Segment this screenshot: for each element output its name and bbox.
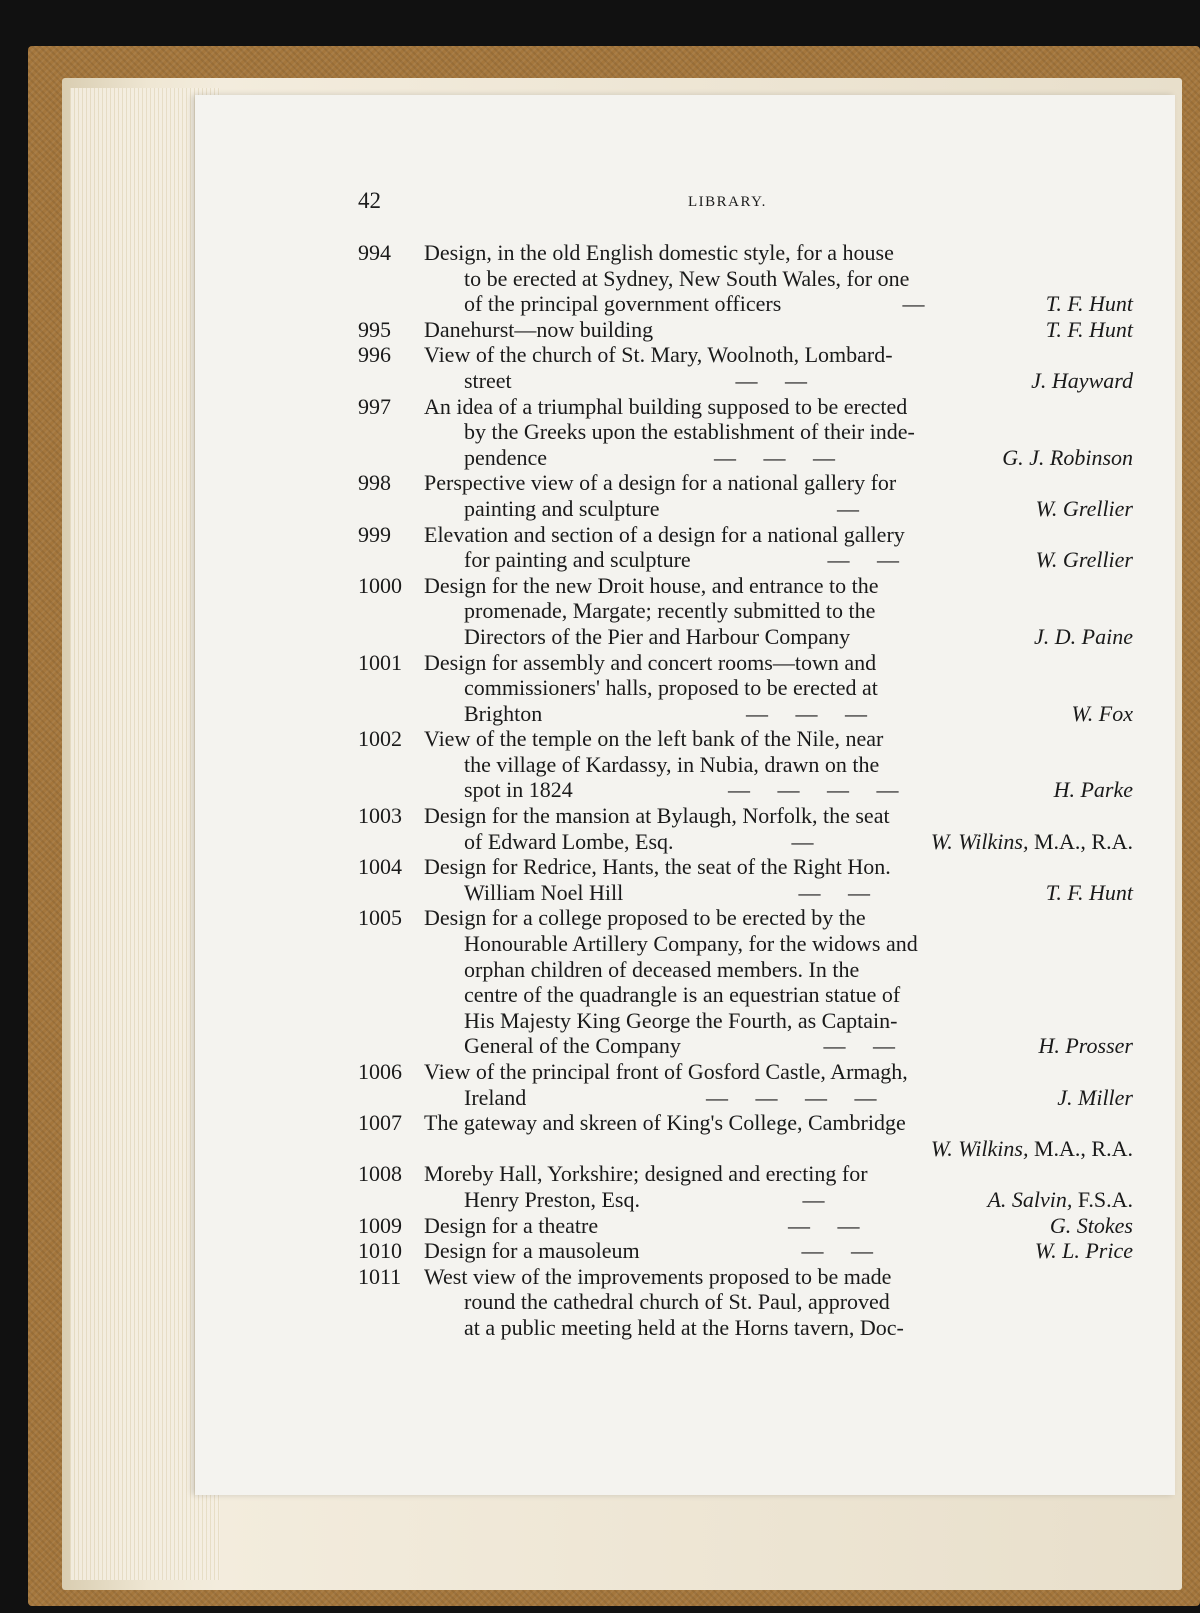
entry-line xyxy=(358,777,1133,803)
entry-line xyxy=(358,470,1133,496)
entry-text: Directors of the Pier and Harbour Company xyxy=(464,623,851,649)
entry-line xyxy=(358,1315,1133,1341)
entry-text: to be erected at Sydney, New South Wales, for one xyxy=(464,265,910,291)
entry-number: 1005 xyxy=(358,905,402,931)
entry-author xyxy=(987,1187,1133,1213)
entry-line xyxy=(358,957,1133,983)
entry-line xyxy=(358,317,1133,343)
author-name: W. Fox xyxy=(1071,700,1133,726)
entry-line xyxy=(358,982,1133,1008)
author-degrees: F.S.A. xyxy=(1072,1186,1133,1212)
entry-line xyxy=(358,368,1133,394)
entry-text: orphan children of deceased members. In the xyxy=(464,956,860,982)
entry-author xyxy=(1057,1085,1133,1111)
entry-text: Elevation and section of a design for a national gallery xyxy=(424,521,905,547)
entry-number: 1011 xyxy=(358,1263,402,1289)
page-number: 42 xyxy=(358,188,381,213)
author-degrees: M.A., R.A. xyxy=(1028,1135,1133,1161)
entry-line xyxy=(358,291,1133,317)
catalogue-entry xyxy=(358,317,1133,343)
author-name: J. Hayward xyxy=(1031,367,1133,393)
entry-line xyxy=(358,266,1133,292)
entry-text: street xyxy=(464,367,512,393)
entry-author xyxy=(1071,701,1133,727)
entry-number: 1000 xyxy=(358,572,402,598)
author-degrees: M.A., R.A. xyxy=(1028,828,1133,854)
entry-text: by the Greeks upon the establishment of their inde- xyxy=(464,419,915,445)
leader-dashes: — xyxy=(791,828,814,854)
entry-author xyxy=(931,829,1133,855)
author-name: J. D. Paine xyxy=(1034,623,1133,649)
leader-dashes: — — xyxy=(823,1033,895,1059)
entry-text: His Majesty King George the Fourth, as Captain- xyxy=(464,1007,898,1033)
catalogue-entry xyxy=(358,1213,1133,1239)
author-name: W. Wilkins, xyxy=(930,828,1029,854)
author-name: W. Wilkins, xyxy=(930,1135,1029,1161)
entry-author xyxy=(1046,880,1133,906)
entry-text: commissioners' halls, proposed to be erected at xyxy=(464,675,878,701)
entry-number: 1002 xyxy=(358,726,402,752)
entry-text: Design for the mansion at Bylaugh, Norfolk, the seat xyxy=(424,803,890,829)
catalogue-entry xyxy=(358,1110,1133,1161)
entry-text: West view of the improvements proposed to be made xyxy=(424,1263,892,1289)
entry-text: Perspective view of a design for a national gallery for xyxy=(424,470,897,496)
author-name: T. F. Hunt xyxy=(1045,316,1133,342)
entry-number: 1006 xyxy=(358,1059,402,1084)
entry-text: for painting and sculpture xyxy=(464,547,691,573)
catalogue-entry xyxy=(358,650,1133,727)
catalogue-entry xyxy=(358,240,1133,317)
entry-line xyxy=(358,701,1133,727)
entry-number: 1009 xyxy=(358,1212,402,1238)
running-title: LIBRARY. xyxy=(688,194,767,210)
entry-text: View of the church of St. Mary, Woolnoth, Lombard- xyxy=(424,342,893,368)
author-name: T. F. Hunt xyxy=(1045,291,1133,317)
entry-text: William Noel Hill xyxy=(464,879,624,905)
catalogue-entry xyxy=(358,1059,1133,1110)
entry-line xyxy=(358,880,1133,906)
entry-line xyxy=(358,394,1133,420)
entry-number: 999 xyxy=(358,521,391,547)
entry-line xyxy=(358,445,1133,471)
entry-author xyxy=(1031,368,1133,394)
entry-line xyxy=(358,829,1133,855)
entry-text: spot in 1824 xyxy=(464,777,573,803)
entry-author xyxy=(1046,291,1133,317)
entry-author xyxy=(1035,1238,1133,1264)
entry-author xyxy=(1050,1213,1133,1239)
entry-text: Design for Redrice, Hants, the seat of the Right Hon. xyxy=(424,854,891,880)
entry-text: promenade, Margate; recently submitted to the xyxy=(464,598,876,624)
catalogue-entry xyxy=(358,726,1133,803)
entry-number: 1003 xyxy=(358,803,402,829)
entry-line xyxy=(358,726,1133,752)
entry-text: General of the Company xyxy=(464,1033,681,1059)
leader-dashes: — — xyxy=(735,367,807,393)
entry-number: 995 xyxy=(358,316,391,342)
catalogue-entry xyxy=(358,854,1133,905)
entry-text: round the cathedral church of St. Paul, approved xyxy=(464,1289,890,1315)
entry-text: centre of the quadrangle is an equestrian statue of xyxy=(464,982,901,1008)
entry-author xyxy=(1038,1033,1133,1059)
entry-text: Brighton xyxy=(464,700,543,726)
entry-text: Henry Preston, Esq. xyxy=(464,1186,640,1212)
leader-dashes: — xyxy=(837,495,859,521)
entry-text: Design for assembly and concert rooms—town and xyxy=(424,649,877,675)
entry-number: 997 xyxy=(358,393,391,419)
entry-number: 1010 xyxy=(358,1238,402,1264)
entry-line xyxy=(358,650,1133,676)
entry-text: Design for a college proposed to be erected by the xyxy=(424,905,866,931)
entry-line xyxy=(358,1161,1133,1187)
catalogue-entry xyxy=(358,394,1133,471)
entry-line xyxy=(358,1008,1133,1034)
entry-line xyxy=(358,547,1133,573)
entry-line xyxy=(358,496,1133,522)
leader-dashes: — xyxy=(802,1186,825,1212)
entry-text: Design for the new Droit house, and entrance to the xyxy=(424,572,879,598)
entry-number: 1007 xyxy=(358,1110,402,1136)
entry-line xyxy=(358,1264,1133,1290)
author-name: T. F. Hunt xyxy=(1045,879,1133,905)
entry-line xyxy=(358,342,1133,368)
entry-author xyxy=(1034,624,1133,650)
entry-line xyxy=(358,1187,1133,1213)
catalogue-entry xyxy=(358,1264,1133,1341)
entry-line xyxy=(358,624,1133,650)
entry-text: The gateway and skreen of King's College, Cambridge xyxy=(424,1110,906,1136)
author-name: H. Parke xyxy=(1053,777,1133,803)
entry-line xyxy=(358,752,1133,778)
author-name: G. J. Robinson xyxy=(1002,444,1133,470)
entry-text: Ireland xyxy=(464,1084,527,1110)
author-name: J. Miller xyxy=(1057,1084,1133,1110)
entry-line xyxy=(358,1213,1133,1239)
entry-number: 1008 xyxy=(358,1161,402,1187)
entry-line xyxy=(358,1110,1133,1136)
entry-line xyxy=(358,522,1133,548)
leader-dashes: — — xyxy=(801,1238,873,1264)
catalogue-entry xyxy=(358,573,1133,650)
entry-line xyxy=(358,1033,1133,1059)
entry-text: of Edward Lombe, Esq. xyxy=(464,828,674,854)
entry-text: at a public meeting held at the Horns tavern, Doc- xyxy=(464,1314,904,1340)
catalogue-entry xyxy=(358,342,1133,393)
entry-author xyxy=(931,1136,1133,1162)
entry-text: painting and sculpture xyxy=(464,495,660,521)
entry-text: An idea of a triumphal building supposed to be erected xyxy=(424,393,908,419)
leader-dashes: — — — xyxy=(714,444,835,470)
entry-author xyxy=(1002,445,1133,471)
entry-author xyxy=(1036,547,1133,573)
catalogue-entry xyxy=(358,522,1133,573)
catalogue-entry xyxy=(358,1161,1133,1212)
entry-number: 996 xyxy=(358,342,391,368)
entry-line xyxy=(358,931,1133,957)
entry-line xyxy=(358,675,1133,701)
leader-dashes: — — xyxy=(827,547,899,573)
entry-line xyxy=(358,1289,1133,1315)
entry-text: Moreby Hall, Yorkshire; designed and erecting for xyxy=(424,1161,868,1187)
catalogue-entry xyxy=(358,1238,1133,1264)
leader-dashes: — — — — xyxy=(706,1084,877,1110)
entry-author xyxy=(1046,317,1133,343)
entry-number: 1001 xyxy=(358,649,402,675)
entry-text: Design for a theatre xyxy=(424,1212,599,1238)
entry-text: of the principal government officers xyxy=(464,291,782,317)
entry-text: Design for a mausoleum xyxy=(424,1238,640,1264)
leader-dashes: — — xyxy=(788,1212,860,1238)
entry-line xyxy=(358,803,1133,829)
author-name: H. Prosser xyxy=(1038,1033,1133,1059)
entry-text: Design, in the old English domestic style, for a house xyxy=(424,240,894,265)
entry-line xyxy=(358,598,1133,624)
entry-text: View of the temple on the left bank of the Nile, near xyxy=(424,726,884,752)
entry-number: 1004 xyxy=(358,854,402,880)
entry-text: pendence xyxy=(464,444,548,470)
entry-author xyxy=(1054,777,1133,803)
author-name: A. Salvin, xyxy=(987,1186,1073,1212)
entry-line xyxy=(358,1238,1133,1264)
entry-text: View of the principal front of Gosford Castle, Armagh, xyxy=(424,1059,908,1084)
catalogue-entry xyxy=(358,470,1133,521)
leader-dashes: — — — xyxy=(746,700,867,726)
entry-line xyxy=(358,854,1133,880)
entry-number: 998 xyxy=(358,470,391,496)
entry-text: Honourable Artillery Company, for the widows and xyxy=(464,931,918,957)
catalogue-entries xyxy=(358,240,1133,1341)
author-name: W. Grellier xyxy=(1035,495,1133,521)
entry-line xyxy=(358,905,1133,931)
catalogue-entry xyxy=(358,905,1133,1059)
entry-line xyxy=(358,419,1133,445)
entry-number: 994 xyxy=(358,240,391,265)
author-name: G. Stokes xyxy=(1049,1212,1133,1238)
entry-author xyxy=(1036,496,1133,522)
page-header xyxy=(358,188,1138,218)
entry-text: Danehurst—now building xyxy=(424,316,654,342)
entry-text: the village of Kardassy, in Nubia, drawn on the xyxy=(464,751,880,777)
entry-line xyxy=(358,1085,1133,1111)
leader-dashes: — xyxy=(902,291,925,317)
author-name: W. Grellier xyxy=(1035,547,1133,573)
entry-line xyxy=(358,1059,1133,1085)
leader-dashes: — — — — xyxy=(728,777,899,803)
entry-line xyxy=(358,1136,1133,1162)
entry-line xyxy=(358,240,1133,266)
author-name: W. L. Price xyxy=(1034,1238,1133,1264)
leader-dashes: — — xyxy=(798,879,870,905)
catalogue-entry xyxy=(358,803,1133,854)
entry-line xyxy=(358,573,1133,599)
